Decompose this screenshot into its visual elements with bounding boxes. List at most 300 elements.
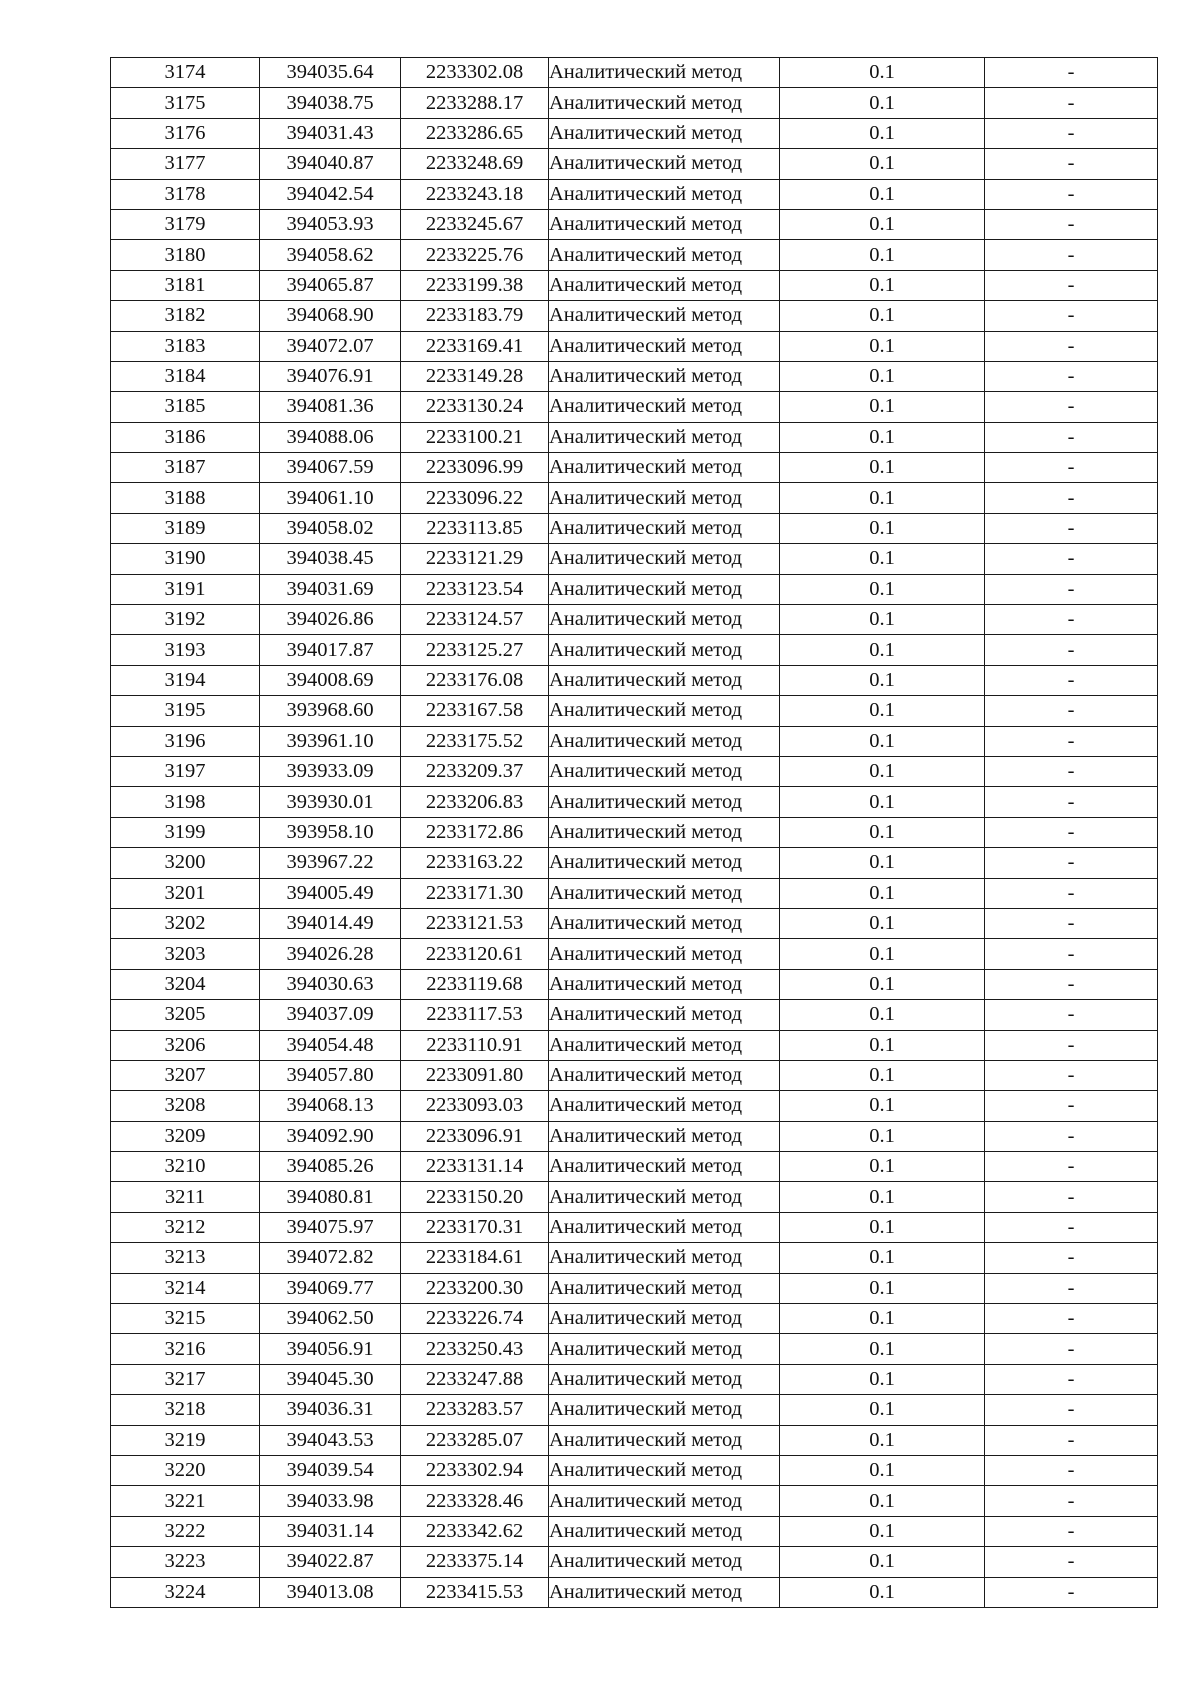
y-coordinate-cell: 2233150.20 [401, 1182, 549, 1212]
point-number-cell: 3208 [111, 1091, 260, 1121]
point-number-cell: 3200 [111, 848, 260, 878]
accuracy-cell: 0.1 [780, 1060, 985, 1090]
accuracy-cell: 0.1 [780, 1243, 985, 1273]
x-coordinate-cell: 394062.50 [260, 1304, 401, 1334]
y-coordinate-cell: 2233184.61 [401, 1243, 549, 1273]
y-coordinate-cell: 2233285.07 [401, 1425, 549, 1455]
description-cell: - [985, 1212, 1158, 1242]
y-coordinate-cell: 2233121.53 [401, 908, 549, 938]
accuracy-cell: 0.1 [780, 848, 985, 878]
table-row [111, 1455, 1158, 1485]
method-cell: Аналитический метод [549, 1212, 780, 1242]
description-cell: - [985, 1243, 1158, 1273]
accuracy-cell: 0.1 [780, 1425, 985, 1455]
description-cell: - [985, 179, 1158, 209]
description-cell: - [985, 58, 1158, 88]
point-number-cell: 3201 [111, 878, 260, 908]
method-cell: Аналитический метод [549, 1060, 780, 1090]
description-cell: - [985, 1091, 1158, 1121]
accuracy-cell: 0.1 [780, 1121, 985, 1151]
point-number-cell: 3196 [111, 726, 260, 756]
accuracy-cell: 0.1 [780, 878, 985, 908]
method-cell: Аналитический метод [549, 270, 780, 300]
x-coordinate-cell: 394075.97 [260, 1212, 401, 1242]
point-number-cell: 3223 [111, 1547, 260, 1577]
point-number-cell: 3204 [111, 969, 260, 999]
method-cell: Аналитический метод [549, 240, 780, 270]
x-coordinate-cell: 394031.43 [260, 118, 401, 148]
description-cell: - [985, 1577, 1158, 1607]
table-row [111, 544, 1158, 574]
point-number-cell: 3222 [111, 1516, 260, 1546]
table-row [111, 605, 1158, 635]
y-coordinate-cell: 2233163.22 [401, 848, 549, 878]
table-row [111, 1334, 1158, 1364]
table-row [111, 817, 1158, 847]
method-cell: Аналитический метод [549, 1304, 780, 1334]
description-cell: - [985, 969, 1158, 999]
table-row [111, 240, 1158, 270]
x-coordinate-cell: 394026.28 [260, 939, 401, 969]
point-number-cell: 3193 [111, 635, 260, 665]
y-coordinate-cell: 2233283.57 [401, 1395, 549, 1425]
point-number-cell: 3194 [111, 665, 260, 695]
point-number-cell: 3214 [111, 1273, 260, 1303]
accuracy-cell: 0.1 [780, 270, 985, 300]
accuracy-cell: 0.1 [780, 1152, 985, 1182]
y-coordinate-cell: 2233199.38 [401, 270, 549, 300]
description-cell: - [985, 1364, 1158, 1394]
accuracy-cell: 0.1 [780, 544, 985, 574]
table-row [111, 1060, 1158, 1090]
accuracy-cell: 0.1 [780, 787, 985, 817]
table-row [111, 1091, 1158, 1121]
description-cell: - [985, 1273, 1158, 1303]
y-coordinate-cell: 2233342.62 [401, 1516, 549, 1546]
x-coordinate-cell: 394031.14 [260, 1516, 401, 1546]
table-row [111, 149, 1158, 179]
x-coordinate-cell: 394068.90 [260, 301, 401, 331]
accuracy-cell: 0.1 [780, 1516, 985, 1546]
x-coordinate-cell: 394072.82 [260, 1243, 401, 1273]
x-coordinate-cell: 394072.07 [260, 331, 401, 361]
point-number-cell: 3192 [111, 605, 260, 635]
x-coordinate-cell: 394022.87 [260, 1547, 401, 1577]
method-cell: Аналитический метод [549, 787, 780, 817]
table-row [111, 1364, 1158, 1394]
table-row [111, 1152, 1158, 1182]
method-cell: Аналитический метод [549, 179, 780, 209]
y-coordinate-cell: 2233286.65 [401, 118, 549, 148]
point-number-cell: 3215 [111, 1304, 260, 1334]
y-coordinate-cell: 2233113.85 [401, 513, 549, 543]
accuracy-cell: 0.1 [780, 939, 985, 969]
accuracy-cell: 0.1 [780, 1547, 985, 1577]
description-cell: - [985, 848, 1158, 878]
y-coordinate-cell: 2233100.21 [401, 422, 549, 452]
point-number-cell: 3219 [111, 1425, 260, 1455]
description-cell: - [985, 1486, 1158, 1516]
y-coordinate-cell: 2233117.53 [401, 1000, 549, 1030]
y-coordinate-cell: 2233119.68 [401, 969, 549, 999]
accuracy-cell: 0.1 [780, 1304, 985, 1334]
x-coordinate-cell: 394035.64 [260, 58, 401, 88]
y-coordinate-cell: 2233226.74 [401, 1304, 549, 1334]
x-coordinate-cell: 393961.10 [260, 726, 401, 756]
y-coordinate-cell: 2233250.43 [401, 1334, 549, 1364]
accuracy-cell: 0.1 [780, 817, 985, 847]
description-cell: - [985, 1121, 1158, 1151]
table-row [111, 1304, 1158, 1334]
table-row [111, 726, 1158, 756]
description-cell: - [985, 392, 1158, 422]
table-row [111, 1395, 1158, 1425]
accuracy-cell: 0.1 [780, 118, 985, 148]
x-coordinate-cell: 394039.54 [260, 1455, 401, 1485]
accuracy-cell: 0.1 [780, 453, 985, 483]
description-cell: - [985, 726, 1158, 756]
description-cell: - [985, 483, 1158, 513]
description-cell: - [985, 1152, 1158, 1182]
method-cell: Аналитический метод [549, 453, 780, 483]
point-number-cell: 3207 [111, 1060, 260, 1090]
method-cell: Аналитический метод [549, 1152, 780, 1182]
x-coordinate-cell: 394058.02 [260, 513, 401, 543]
x-coordinate-cell: 394038.75 [260, 88, 401, 118]
method-cell: Аналитический метод [549, 361, 780, 391]
point-number-cell: 3217 [111, 1364, 260, 1394]
accuracy-cell: 0.1 [780, 605, 985, 635]
description-cell: - [985, 453, 1158, 483]
x-coordinate-cell: 394037.09 [260, 1000, 401, 1030]
accuracy-cell: 0.1 [780, 361, 985, 391]
method-cell: Аналитический метод [549, 878, 780, 908]
accuracy-cell: 0.1 [780, 908, 985, 938]
table-row [111, 453, 1158, 483]
point-number-cell: 3212 [111, 1212, 260, 1242]
method-cell: Аналитический метод [549, 726, 780, 756]
description-cell: - [985, 361, 1158, 391]
table-row [111, 1486, 1158, 1516]
x-coordinate-cell: 393968.60 [260, 696, 401, 726]
description-cell: - [985, 240, 1158, 270]
y-coordinate-cell: 2233120.61 [401, 939, 549, 969]
y-coordinate-cell: 2233169.41 [401, 331, 549, 361]
table-row [111, 88, 1158, 118]
table-row [111, 574, 1158, 604]
x-coordinate-cell: 394042.54 [260, 179, 401, 209]
x-coordinate-cell: 393930.01 [260, 787, 401, 817]
accuracy-cell: 0.1 [780, 696, 985, 726]
x-coordinate-cell: 394076.91 [260, 361, 401, 391]
method-cell: Аналитический метод [549, 149, 780, 179]
point-number-cell: 3197 [111, 756, 260, 786]
y-coordinate-cell: 2233131.14 [401, 1152, 549, 1182]
description-cell: - [985, 1030, 1158, 1060]
point-number-cell: 3180 [111, 240, 260, 270]
table-row [111, 1030, 1158, 1060]
y-coordinate-cell: 2233225.76 [401, 240, 549, 270]
table-row [111, 179, 1158, 209]
method-cell: Аналитический метод [549, 1516, 780, 1546]
table-row [111, 118, 1158, 148]
y-coordinate-cell: 2233328.46 [401, 1486, 549, 1516]
method-cell: Аналитический метод [549, 939, 780, 969]
y-coordinate-cell: 2233093.03 [401, 1091, 549, 1121]
table-row [111, 392, 1158, 422]
table-row [111, 270, 1158, 300]
point-number-cell: 3210 [111, 1152, 260, 1182]
point-number-cell: 3187 [111, 453, 260, 483]
table-row [111, 969, 1158, 999]
description-cell: - [985, 1000, 1158, 1030]
accuracy-cell: 0.1 [780, 58, 985, 88]
x-coordinate-cell: 394067.59 [260, 453, 401, 483]
point-number-cell: 3184 [111, 361, 260, 391]
method-cell: Аналитический метод [549, 696, 780, 726]
x-coordinate-cell: 394069.77 [260, 1273, 401, 1303]
x-coordinate-cell: 394030.63 [260, 969, 401, 999]
x-coordinate-cell: 394065.87 [260, 270, 401, 300]
accuracy-cell: 0.1 [780, 1486, 985, 1516]
y-coordinate-cell: 2233183.79 [401, 301, 549, 331]
table-row [111, 1243, 1158, 1273]
x-coordinate-cell: 394017.87 [260, 635, 401, 665]
description-cell: - [985, 1425, 1158, 1455]
x-coordinate-cell: 394085.26 [260, 1152, 401, 1182]
point-number-cell: 3198 [111, 787, 260, 817]
method-cell: Аналитический метод [549, 58, 780, 88]
table-row [111, 908, 1158, 938]
y-coordinate-cell: 2233171.30 [401, 878, 549, 908]
y-coordinate-cell: 2233302.94 [401, 1455, 549, 1485]
description-cell: - [985, 1547, 1158, 1577]
description-cell: - [985, 1304, 1158, 1334]
y-coordinate-cell: 2233123.54 [401, 574, 549, 604]
y-coordinate-cell: 2233247.88 [401, 1364, 549, 1394]
x-coordinate-cell: 394054.48 [260, 1030, 401, 1060]
point-number-cell: 3176 [111, 118, 260, 148]
description-cell: - [985, 1334, 1158, 1364]
point-number-cell: 3190 [111, 544, 260, 574]
y-coordinate-cell: 2233096.91 [401, 1121, 549, 1151]
table-row [111, 787, 1158, 817]
table-row [111, 301, 1158, 331]
y-coordinate-cell: 2233167.58 [401, 696, 549, 726]
y-coordinate-cell: 2233415.53 [401, 1577, 549, 1607]
table-row [111, 878, 1158, 908]
table-row [111, 1577, 1158, 1607]
method-cell: Аналитический метод [549, 301, 780, 331]
point-number-cell: 3188 [111, 483, 260, 513]
method-cell: Аналитический метод [549, 544, 780, 574]
description-cell: - [985, 665, 1158, 695]
method-cell: Аналитический метод [549, 1334, 780, 1364]
accuracy-cell: 0.1 [780, 726, 985, 756]
x-coordinate-cell: 394043.53 [260, 1425, 401, 1455]
point-number-cell: 3220 [111, 1455, 260, 1485]
coordinates-table [110, 57, 1158, 1608]
accuracy-cell: 0.1 [780, 1212, 985, 1242]
point-number-cell: 3195 [111, 696, 260, 726]
point-number-cell: 3179 [111, 209, 260, 239]
accuracy-cell: 0.1 [780, 1030, 985, 1060]
point-number-cell: 3203 [111, 939, 260, 969]
accuracy-cell: 0.1 [780, 1091, 985, 1121]
accuracy-cell: 0.1 [780, 756, 985, 786]
method-cell: Аналитический метод [549, 1577, 780, 1607]
y-coordinate-cell: 2233243.18 [401, 179, 549, 209]
point-number-cell: 3186 [111, 422, 260, 452]
table-row [111, 1212, 1158, 1242]
y-coordinate-cell: 2233206.83 [401, 787, 549, 817]
method-cell: Аналитический метод [549, 392, 780, 422]
table-row [111, 513, 1158, 543]
method-cell: Аналитический метод [549, 1091, 780, 1121]
description-cell: - [985, 88, 1158, 118]
accuracy-cell: 0.1 [780, 1395, 985, 1425]
x-coordinate-cell: 394038.45 [260, 544, 401, 574]
method-cell: Аналитический метод [549, 817, 780, 847]
x-coordinate-cell: 394014.49 [260, 908, 401, 938]
table-row [111, 422, 1158, 452]
y-coordinate-cell: 2233209.37 [401, 756, 549, 786]
description-cell: - [985, 817, 1158, 847]
method-cell: Аналитический метод [549, 1273, 780, 1303]
accuracy-cell: 0.1 [780, 331, 985, 361]
table-row [111, 848, 1158, 878]
y-coordinate-cell: 2233302.08 [401, 58, 549, 88]
point-number-cell: 3183 [111, 331, 260, 361]
y-coordinate-cell: 2233170.31 [401, 1212, 549, 1242]
point-number-cell: 3213 [111, 1243, 260, 1273]
x-coordinate-cell: 394008.69 [260, 665, 401, 695]
accuracy-cell: 0.1 [780, 969, 985, 999]
method-cell: Аналитический метод [549, 483, 780, 513]
description-cell: - [985, 635, 1158, 665]
y-coordinate-cell: 2233288.17 [401, 88, 549, 118]
table-row [111, 665, 1158, 695]
table-row [111, 1547, 1158, 1577]
method-cell: Аналитический метод [549, 848, 780, 878]
accuracy-cell: 0.1 [780, 483, 985, 513]
coordinates-table-body [111, 58, 1158, 1608]
point-number-cell: 3209 [111, 1121, 260, 1151]
accuracy-cell: 0.1 [780, 88, 985, 118]
point-number-cell: 3174 [111, 58, 260, 88]
description-cell: - [985, 1516, 1158, 1546]
point-number-cell: 3202 [111, 908, 260, 938]
description-cell: - [985, 1060, 1158, 1090]
point-number-cell: 3224 [111, 1577, 260, 1607]
method-cell: Аналитический метод [549, 1182, 780, 1212]
method-cell: Аналитический метод [549, 88, 780, 118]
accuracy-cell: 0.1 [780, 1455, 985, 1485]
method-cell: Аналитический метод [549, 1455, 780, 1485]
y-coordinate-cell: 2233125.27 [401, 635, 549, 665]
table-row [111, 1121, 1158, 1151]
accuracy-cell: 0.1 [780, 1273, 985, 1303]
accuracy-cell: 0.1 [780, 240, 985, 270]
description-cell: - [985, 605, 1158, 635]
method-cell: Аналитический метод [549, 1364, 780, 1394]
x-coordinate-cell: 394040.87 [260, 149, 401, 179]
x-coordinate-cell: 394033.98 [260, 1486, 401, 1516]
x-coordinate-cell: 394031.69 [260, 574, 401, 604]
description-cell: - [985, 422, 1158, 452]
point-number-cell: 3221 [111, 1486, 260, 1516]
method-cell: Аналитический метод [549, 1243, 780, 1273]
method-cell: Аналитический метод [549, 1395, 780, 1425]
x-coordinate-cell: 394068.13 [260, 1091, 401, 1121]
y-coordinate-cell: 2233375.14 [401, 1547, 549, 1577]
method-cell: Аналитический метод [549, 969, 780, 999]
accuracy-cell: 0.1 [780, 635, 985, 665]
description-cell: - [985, 331, 1158, 361]
accuracy-cell: 0.1 [780, 149, 985, 179]
y-coordinate-cell: 2233091.80 [401, 1060, 549, 1090]
point-number-cell: 3177 [111, 149, 260, 179]
accuracy-cell: 0.1 [780, 209, 985, 239]
point-number-cell: 3189 [111, 513, 260, 543]
method-cell: Аналитический метод [549, 513, 780, 543]
description-cell: - [985, 513, 1158, 543]
method-cell: Аналитический метод [549, 574, 780, 604]
x-coordinate-cell: 394057.80 [260, 1060, 401, 1090]
method-cell: Аналитический метод [549, 422, 780, 452]
point-number-cell: 3191 [111, 574, 260, 604]
description-cell: - [985, 756, 1158, 786]
method-cell: Аналитический метод [549, 209, 780, 239]
method-cell: Аналитический метод [549, 331, 780, 361]
point-number-cell: 3205 [111, 1000, 260, 1030]
method-cell: Аналитический метод [549, 1547, 780, 1577]
description-cell: - [985, 878, 1158, 908]
y-coordinate-cell: 2233124.57 [401, 605, 549, 635]
description-cell: - [985, 209, 1158, 239]
point-number-cell: 3206 [111, 1030, 260, 1060]
table-row [111, 696, 1158, 726]
method-cell: Аналитический метод [549, 1030, 780, 1060]
x-coordinate-cell: 394058.62 [260, 240, 401, 270]
description-cell: - [985, 301, 1158, 331]
accuracy-cell: 0.1 [780, 301, 985, 331]
description-cell: - [985, 574, 1158, 604]
point-number-cell: 3175 [111, 88, 260, 118]
accuracy-cell: 0.1 [780, 1182, 985, 1212]
y-coordinate-cell: 2233096.22 [401, 483, 549, 513]
method-cell: Аналитический метод [549, 118, 780, 148]
point-number-cell: 3185 [111, 392, 260, 422]
description-cell: - [985, 544, 1158, 574]
accuracy-cell: 0.1 [780, 574, 985, 604]
description-cell: - [985, 1455, 1158, 1485]
method-cell: Аналитический метод [549, 756, 780, 786]
table-row [111, 635, 1158, 665]
x-coordinate-cell: 394005.49 [260, 878, 401, 908]
table-row [111, 1425, 1158, 1455]
y-coordinate-cell: 2233176.08 [401, 665, 549, 695]
table-row [111, 939, 1158, 969]
accuracy-cell: 0.1 [780, 1000, 985, 1030]
method-cell: Аналитический метод [549, 1121, 780, 1151]
y-coordinate-cell: 2233248.69 [401, 149, 549, 179]
accuracy-cell: 0.1 [780, 1334, 985, 1364]
x-coordinate-cell: 394026.86 [260, 605, 401, 635]
x-coordinate-cell: 393967.22 [260, 848, 401, 878]
description-cell: - [985, 696, 1158, 726]
table-row [111, 483, 1158, 513]
